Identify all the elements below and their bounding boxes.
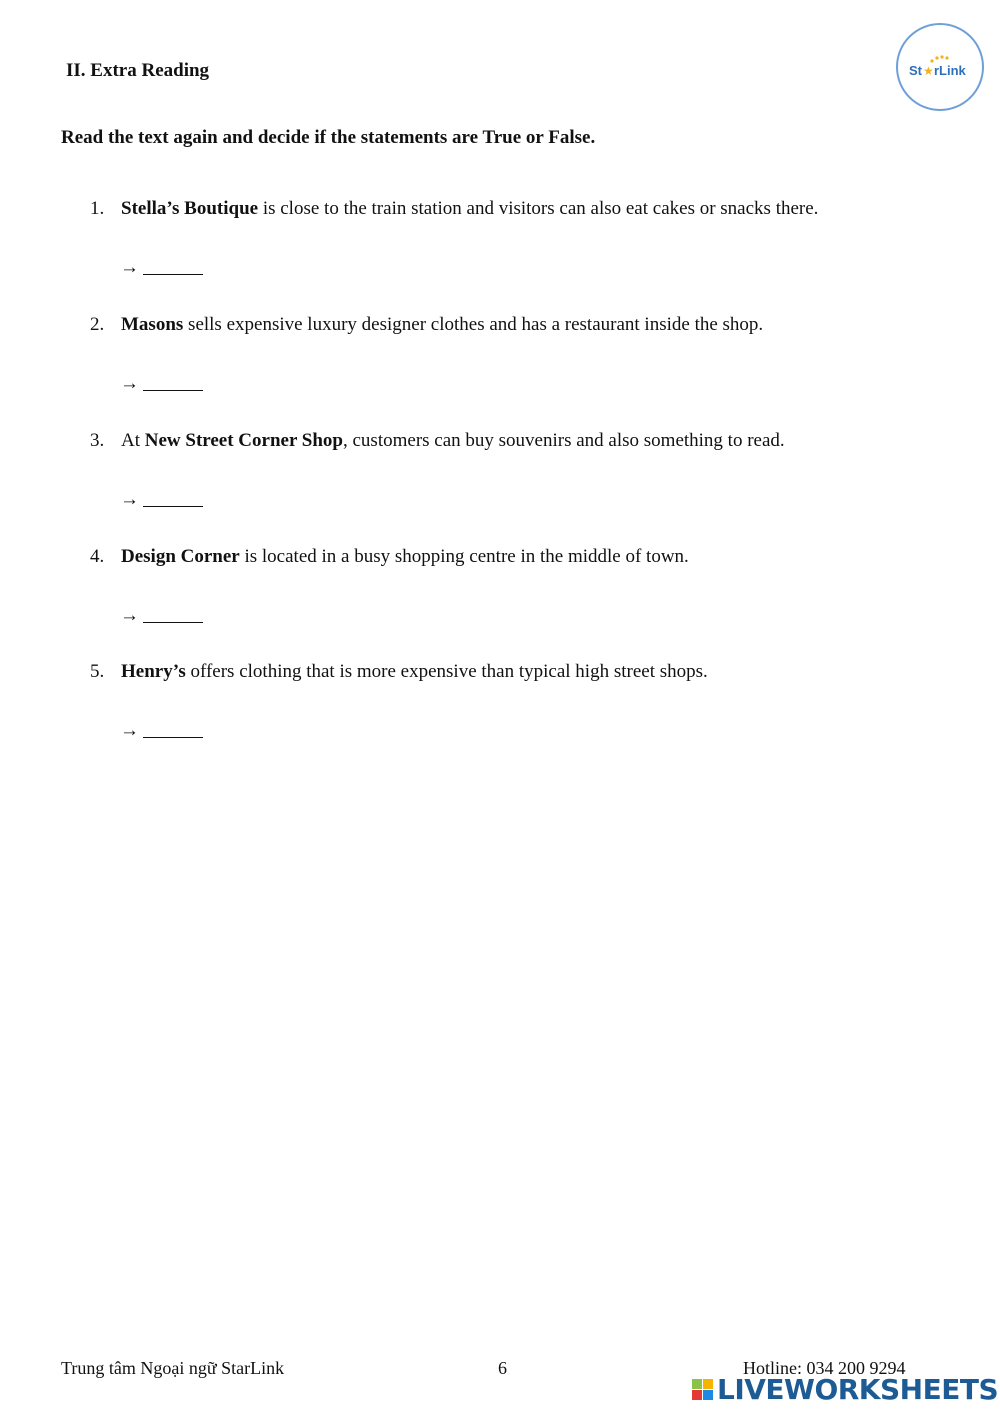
question-4 xyxy=(90,545,689,569)
arrow-icon: → xyxy=(120,373,139,394)
answer-blank-1[interactable] xyxy=(143,256,203,275)
svg-text:St: St xyxy=(909,63,922,78)
arrow-icon: → xyxy=(120,489,139,510)
answer-4 xyxy=(120,604,203,628)
question-1 xyxy=(90,197,818,221)
question-number: 4. xyxy=(90,546,105,567)
shop-name: New Street Corner Shop xyxy=(144,430,343,451)
footer-center-name: Trung tâm Ngoại ngữ StarLink xyxy=(61,1358,285,1378)
shop-name: Design Corner xyxy=(121,546,240,567)
liveworksheets-logo-icon xyxy=(692,1379,713,1400)
question-number: 2. xyxy=(90,314,105,335)
question-text: offers clothing that is more expensive than typical high street shops. xyxy=(185,661,708,682)
question-text: is close to the train station and visitors can also eat cakes or snacks there. xyxy=(258,198,819,219)
starlink-logo-icon xyxy=(905,52,975,82)
answer-blank-3[interactable] xyxy=(143,488,203,507)
question-number: 5. xyxy=(90,661,105,682)
question-number: 1. xyxy=(90,198,105,219)
answer-3 xyxy=(120,488,203,512)
answer-2 xyxy=(120,372,203,396)
answer-blank-4[interactable] xyxy=(143,604,203,623)
page-number: 6 xyxy=(498,1358,507,1378)
answer-blank-5[interactable] xyxy=(143,719,203,738)
question-text: sells expensive luxury designer clothes and has a restaurant inside the shop. xyxy=(183,314,764,335)
question-text: is located in a busy shopping centre in the middle of town. xyxy=(239,546,689,567)
arrow-icon: → xyxy=(120,720,139,741)
question-2 xyxy=(90,313,763,337)
footer-hotline: Hotline: 034 200 9294 xyxy=(743,1358,906,1378)
shop-name: Masons xyxy=(121,314,184,335)
shop-name: Henry’s xyxy=(121,661,186,682)
question-3 xyxy=(90,429,785,453)
question-text: , customers can buy souvenirs and also something to read. xyxy=(343,430,785,451)
shop-name: Stella’s Boutique xyxy=(121,198,259,219)
arrow-icon: → xyxy=(120,257,139,278)
liveworksheets-text: LIVEWORKSHEETS xyxy=(717,1372,999,1406)
svg-text:★: ★ xyxy=(923,64,934,78)
question-5 xyxy=(90,660,708,684)
answer-5 xyxy=(120,719,203,743)
question-text-pre: At xyxy=(121,430,145,451)
answer-blank-2[interactable] xyxy=(143,372,203,391)
svg-text:rLink: rLink xyxy=(934,63,966,78)
arrow-icon: → xyxy=(120,605,139,626)
section-title: II. Extra Reading xyxy=(66,60,210,81)
answer-1 xyxy=(120,256,203,280)
liveworksheets-watermark xyxy=(692,1374,998,1404)
question-number: 3. xyxy=(90,430,105,451)
starlink-logo xyxy=(896,23,984,111)
instruction: Read the text again and decide if the statements are True or False. xyxy=(61,127,596,148)
